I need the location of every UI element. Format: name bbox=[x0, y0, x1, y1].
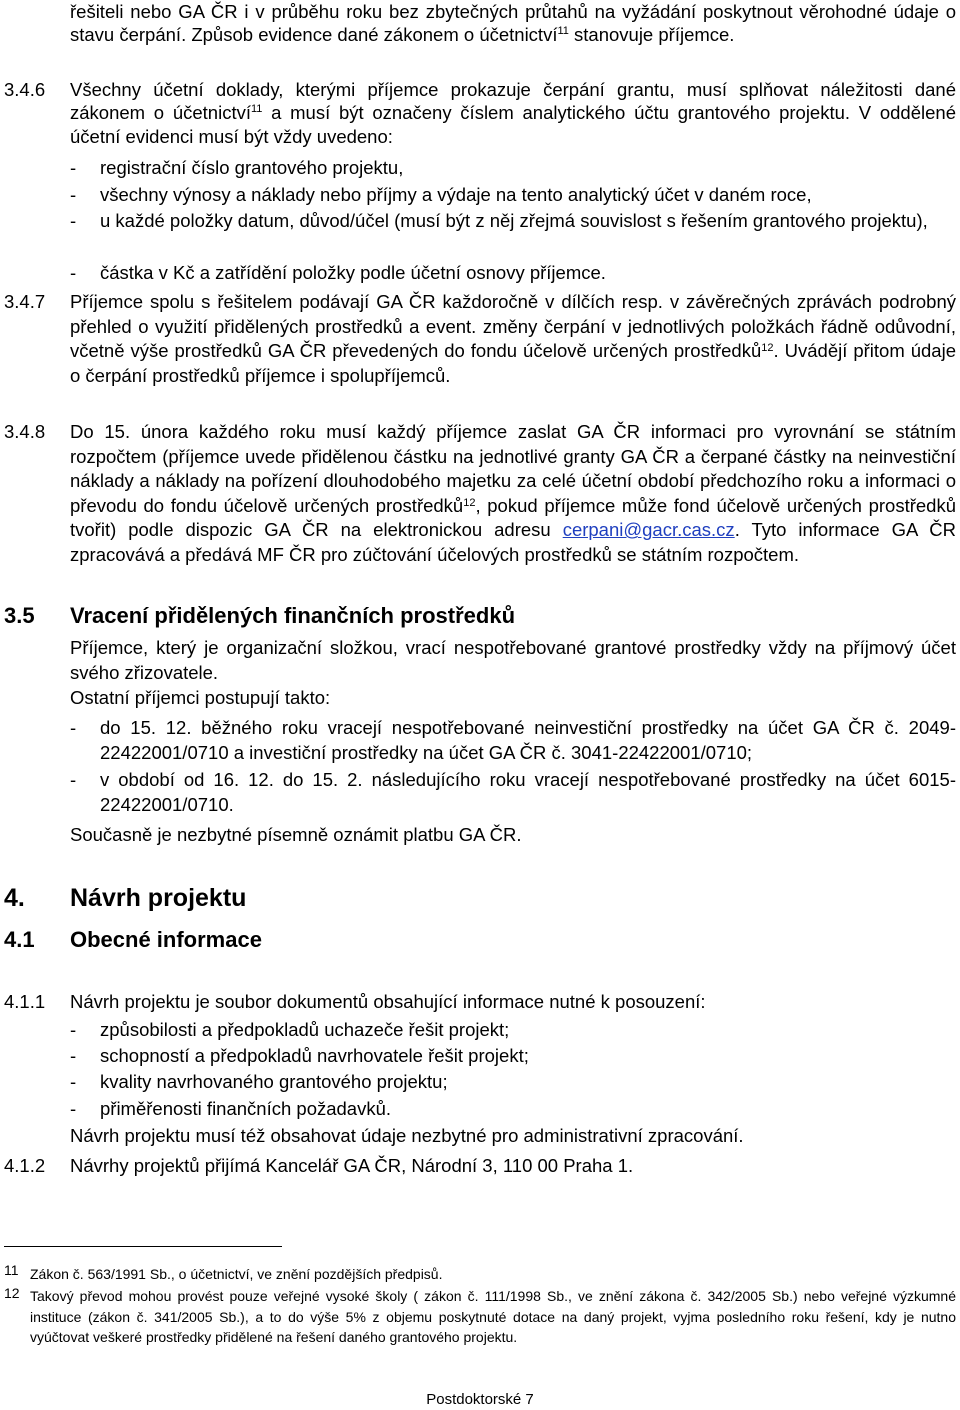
list-item: u každé položky datum, důvod/účel (musí být z něj zřejmá souvislost s řešením grantového projektu), bbox=[100, 210, 928, 231]
chapter-heading: Návrh projektu bbox=[70, 884, 247, 912]
list-bullet: - bbox=[70, 1019, 77, 1040]
section-number: 4.1 bbox=[4, 927, 35, 952]
paragraph-text: , pokud příjemce může fond účelově určených prostředků tvořit) podle dispozic GA ČR na elektronickou adresu bbox=[70, 494, 956, 541]
list-item: všechny výnosy a náklady nebo příjmy a výdaje na tento analytický účet v daném roce, bbox=[100, 184, 812, 205]
footnote-ref: 11 bbox=[250, 103, 263, 116]
section-number: 4.1.1 bbox=[4, 991, 46, 1012]
footnote-number: 11 bbox=[4, 1262, 19, 1278]
list-bullet: - bbox=[70, 1098, 77, 1119]
list-item: přiměřenosti finančních požadavků. bbox=[100, 1098, 392, 1119]
list-bullet: - bbox=[70, 769, 77, 790]
footnote-number: 12 bbox=[4, 1285, 20, 1301]
footnote-text-content: Takový převod mohou provést pouze veřejné vysoké školy ( zákon č. 111/1998 Sb., ve znění zákona č. 342/2005 Sb.) nebo veřejné výzkumné instituce (zákon č. 341/2005 Sb.), a to do výše 5% z objemu poskytnuté dotace na daný projekt, vyjma posledního roku řešení, kdy je nutno vyúčtovat veškeré prostředky přidělené na řešení daného grantového projektu. bbox=[30, 1288, 956, 1345]
section-number: 3.4.7 bbox=[4, 291, 46, 312]
section-3-4-6-text bbox=[70, 78, 956, 148]
section-number: 4.1.2 bbox=[4, 1155, 46, 1176]
section-heading: Obecné informace bbox=[70, 927, 262, 952]
section-number: 3.4.6 bbox=[4, 79, 46, 100]
section-3-4-7-text bbox=[70, 290, 956, 388]
list-item: způsobilosti a předpokladů uchazeče řešit projekt; bbox=[100, 1019, 510, 1040]
footnote-text bbox=[30, 1286, 956, 1348]
paragraph-text: řešiteli nebo GA ČR i v průběhu roku bez zbytečných průtahů na vyžádání poskytnout věrohodné údaje o stavu čerpání. Způsob evidence dané zákonem o účetnictví bbox=[70, 1, 956, 46]
list-item: kvality navrhovaného grantového projektu; bbox=[100, 1071, 448, 1092]
footnote-text: Zákon č. 563/1991 Sb., o účetnictví, ve znění pozdějších předpisů. bbox=[30, 1266, 443, 1282]
section-heading: Vracení přidělených finančních prostředků bbox=[70, 603, 516, 628]
list-item: do 15. 12. běžného roku vracejí nespotřebované neinvestiční prostředky na účet GA ČR č. 2049-22422001/0710 a investiční prostředky na účet GA ČR č. 3041-22422001/0710; bbox=[100, 717, 956, 763]
list-bullet: - bbox=[70, 210, 77, 231]
paragraph-text: . Tyto informace GA ČR zpracovává a předává MF ČR pro zúčtování účelových prostředků se státním rozpočtem. bbox=[70, 519, 956, 565]
paragraph: Návrh projektu je soubor dokumentů obsahující informace nutné k posouzení: bbox=[70, 991, 706, 1012]
list-item: částka v Kč a zatřídění položky podle účetní osnovy příjemce. bbox=[100, 262, 606, 283]
section-number: 3.5 bbox=[4, 603, 35, 628]
continuation-paragraph bbox=[70, 0, 956, 47]
page-footer: Postdoktorské 7 bbox=[426, 1391, 534, 1408]
list-bullet: - bbox=[70, 262, 77, 283]
list-bullet: - bbox=[70, 184, 77, 205]
paragraph: Návrh projektu musí též obsahovat údaje nezbytné pro administrativní zpracování. bbox=[70, 1125, 744, 1146]
paragraph-text: Do 15. února každého roku musí každý příjemce zaslat GA ČR informaci pro vyrovnání se státním rozpočtem (příjemce uvede přidělenou částku na jednotlivé granty GA ČR a čerpané částky na neinvestiční náklady a náklady na pořízení dlouhodobého majetku za celé účetní období předchozího roku a informaci o převodu do fondu účelově určených prostředků bbox=[70, 421, 956, 516]
section-3-4-8-text bbox=[70, 420, 956, 568]
paragraph: Návrhy projektů přijímá Kancelář GA ČR, Národní 3, 110 00 Praha 1. bbox=[70, 1155, 634, 1176]
chapter-number: 4. bbox=[4, 884, 25, 912]
paragraph: Současně je nezbytné písemně oznámit platbu GA ČR. bbox=[70, 824, 522, 845]
list-bullet: - bbox=[70, 157, 77, 178]
footnote-ref: 12 bbox=[761, 342, 774, 355]
paragraph: Příjemce, který je organizační složkou, vrací nespotřebované grantové prostředky vždy na příjmový účet svého zřizovatele. bbox=[70, 637, 956, 683]
footnote-ref: 12 bbox=[463, 496, 476, 509]
list-item: registrační číslo grantového projektu, bbox=[100, 157, 404, 178]
footnote-ref: 11 bbox=[557, 25, 569, 38]
paragraph-text: a musí být označeny číslem analytického účtu grantového projektu. bbox=[262, 102, 851, 124]
paragraph-text: V oddělené účetní evidenci musí být vždy uvedeno: bbox=[70, 102, 956, 147]
list-bullet: - bbox=[70, 1045, 77, 1066]
paragraph-text: stanovuje příjemce. bbox=[568, 24, 735, 46]
section-number: 3.4.8 bbox=[4, 421, 46, 442]
list-bullet: - bbox=[70, 1071, 77, 1092]
list-item: v období od 16. 12. do 15. 2. následujícího roku vracejí nespotřebované prostředky na účet 6015-22422001/0710. bbox=[100, 769, 956, 815]
paragraph-text: Příjemce spolu s řešitelem podávají GA ČR každoročně v dílčích resp. v závěrečných zprávách podrobný přehled o využití přidělených prostředků a event. změny čerpání v jednotlivých položkách řádně odůvodní, včetně výše prostředků GA ČR převedených do fondu účelově určených prostředků bbox=[70, 291, 956, 362]
email-link[interactable]: cerpani@gacr.cas.cz bbox=[562, 519, 735, 541]
footnote-separator bbox=[4, 1246, 282, 1247]
paragraph-text: Všechny účetní doklady, kterými příjemce prokazuje čerpání grantu, musí splňovat náležitosti dané zákonem o účetnictví bbox=[70, 79, 956, 124]
paragraph: Ostatní příjemci postupují takto: bbox=[70, 687, 331, 708]
list-item: schopností a předpokladů navrhovatele řešit projekt; bbox=[100, 1045, 529, 1066]
list-bullet: - bbox=[70, 717, 77, 738]
paragraph-text: . Uvádějí přitom údaje o čerpání prostředků příjemce i spolupříjemců. bbox=[70, 340, 956, 386]
